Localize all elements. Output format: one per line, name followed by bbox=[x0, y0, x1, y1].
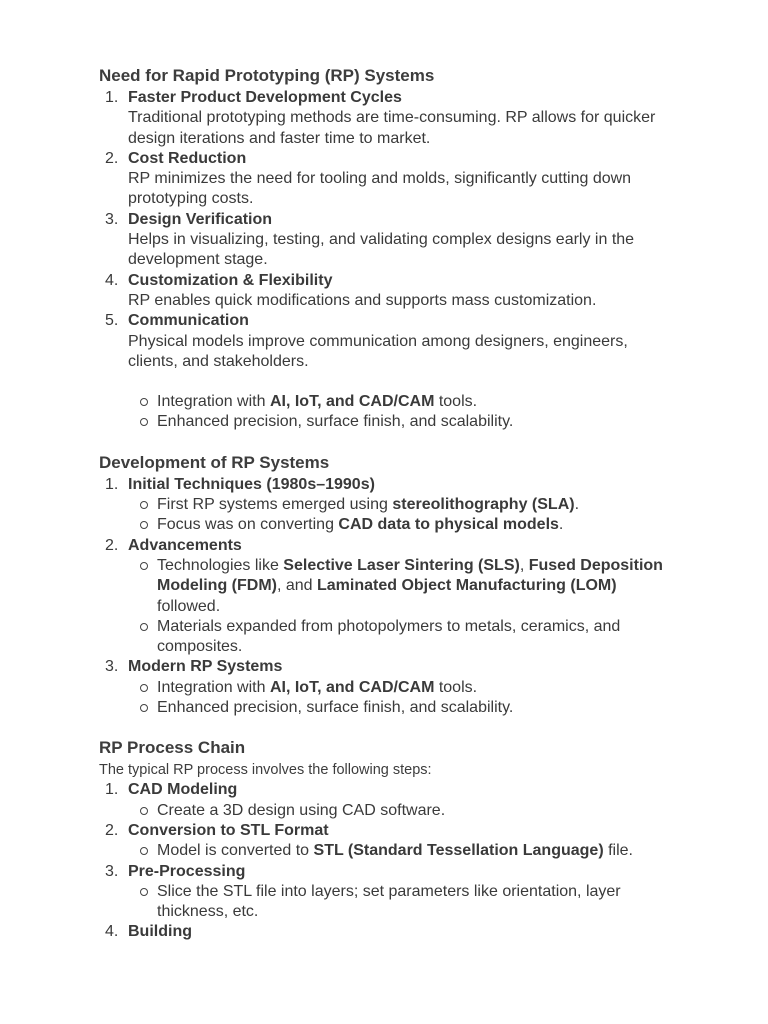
circle-bullet-icon bbox=[140, 623, 148, 631]
circle-bullet-icon bbox=[140, 847, 148, 855]
item-number: 2. bbox=[105, 536, 119, 554]
circle-bullet-icon bbox=[140, 398, 148, 406]
bullet-text: Model is converted to bbox=[157, 842, 314, 860]
item-number: 1. bbox=[105, 475, 119, 493]
sub-bullet-list bbox=[128, 801, 679, 821]
bullet-item bbox=[128, 556, 679, 617]
bullet-item bbox=[128, 698, 679, 718]
stray-bullet-list bbox=[99, 392, 679, 433]
list-item bbox=[99, 862, 679, 923]
bullet-item bbox=[99, 392, 679, 412]
item-number: 4. bbox=[105, 271, 119, 289]
blank-line bbox=[99, 372, 679, 392]
bullet-item bbox=[128, 617, 679, 658]
bullet-item bbox=[128, 841, 679, 861]
bullet-text: tools. bbox=[434, 678, 478, 696]
bullet-text: First RP systems emerged using bbox=[157, 496, 393, 514]
bullet-text: Technologies like bbox=[157, 556, 284, 574]
bullet-bold-text: Laminated Object Manufacturing (LOM) bbox=[317, 577, 617, 595]
list-item bbox=[99, 536, 679, 658]
section-heading-development: Development of RP Systems bbox=[99, 452, 330, 472]
item-description: Helps in visualizing, testing, and validating complex designs early in the development stage. bbox=[128, 231, 635, 269]
item-description: RP enables quick modifications and supports mass customization. bbox=[128, 291, 597, 309]
section-heading-need-for-rp: Need for Rapid Prototyping (RP) Systems bbox=[99, 66, 435, 85]
item-title: Conversion to STL Format bbox=[128, 821, 329, 839]
item-title: CAD Modeling bbox=[128, 781, 238, 799]
circle-bullet-icon bbox=[140, 888, 148, 896]
bullet-text: Focus was on converting bbox=[157, 516, 339, 534]
bullet-text: . bbox=[574, 496, 580, 514]
section-intro: The typical RP process involves the following steps: bbox=[99, 762, 432, 779]
item-number: 5. bbox=[105, 312, 119, 330]
bullet-item bbox=[128, 882, 679, 923]
need-for-rp-list bbox=[99, 88, 679, 372]
list-item bbox=[99, 210, 679, 271]
document-page bbox=[99, 64, 679, 943]
list-item bbox=[99, 311, 679, 372]
bullet-bold-text: AI, IoT, and CAD/CAM bbox=[269, 678, 435, 696]
item-number: 3. bbox=[105, 862, 119, 880]
bullet-item bbox=[128, 495, 679, 515]
bullet-text: Slice the STL file into layers; set parameters like orientation, layer thickness, etc. bbox=[157, 882, 621, 921]
item-title: Design Verification bbox=[128, 210, 273, 228]
circle-bullet-icon bbox=[140, 418, 148, 426]
bullet-text: file. bbox=[603, 842, 633, 860]
bullet-bold-text: Fused Deposition Modeling (FDM) bbox=[157, 556, 663, 595]
item-description: Physical models improve communication among designers, engineers, clients, and stakeholders. bbox=[128, 332, 628, 370]
bullet-bold-text: STL (Standard Tessellation Language) bbox=[313, 842, 604, 860]
circle-bullet-icon bbox=[140, 521, 148, 529]
bullet-bold-text: CAD data to physical models bbox=[338, 516, 559, 534]
list-item bbox=[99, 780, 679, 821]
bullet-item bbox=[128, 515, 679, 535]
item-title: Cost Reduction bbox=[128, 149, 247, 167]
item-title: Initial Techniques (1980s–1990s) bbox=[128, 475, 375, 493]
item-title: Advancements bbox=[128, 536, 242, 554]
item-title: Building bbox=[128, 923, 192, 941]
process-chain-list bbox=[99, 780, 679, 942]
item-title: Customization & Flexibility bbox=[128, 271, 333, 289]
bullet-text: Enhanced precision, surface finish, and scalability. bbox=[157, 699, 514, 717]
bullet-item bbox=[128, 678, 679, 698]
item-number: 1. bbox=[105, 89, 119, 106]
circle-bullet-icon bbox=[140, 704, 148, 712]
bullet-text: Materials expanded from photopolymers to metals, ceramics, and composites. bbox=[157, 617, 621, 656]
bullet-item bbox=[128, 801, 679, 821]
section-heading-process-chain: RP Process Chain bbox=[99, 738, 246, 758]
bullet-item bbox=[99, 412, 679, 432]
item-number: 3. bbox=[105, 658, 119, 676]
list-item bbox=[99, 821, 679, 862]
list-item bbox=[99, 271, 679, 312]
list-item bbox=[99, 922, 679, 942]
item-number: 2. bbox=[105, 821, 119, 839]
bullet-text: Create a 3D design using CAD software. bbox=[157, 801, 446, 819]
list-item bbox=[99, 88, 679, 149]
bullet-bold-text: AI, IoT, and CAD/CAM bbox=[269, 393, 435, 411]
list-item bbox=[99, 149, 679, 210]
item-title: Faster Product Development Cycles bbox=[128, 89, 402, 106]
list-item bbox=[99, 657, 679, 718]
bullet-text: Integration with bbox=[157, 678, 270, 696]
circle-bullet-icon bbox=[140, 562, 148, 570]
item-title: Communication bbox=[128, 312, 249, 330]
bullet-bold-text: stereolithography (SLA) bbox=[392, 496, 575, 514]
item-number: 2. bbox=[105, 149, 119, 167]
bullet-text: Integration with bbox=[157, 393, 270, 411]
item-description: RP minimizes the need for tooling and molds, significantly cutting down prototyping costs. bbox=[128, 170, 632, 208]
bullet-text: , and bbox=[276, 577, 317, 595]
item-title: Pre-Processing bbox=[128, 862, 246, 880]
list-item bbox=[99, 475, 679, 536]
bullet-text: followed. bbox=[157, 597, 221, 615]
item-number: 1. bbox=[105, 781, 119, 799]
bullet-text: Enhanced precision, surface finish, and scalability. bbox=[157, 413, 514, 431]
circle-bullet-icon bbox=[140, 684, 148, 692]
sub-bullet-list bbox=[128, 678, 679, 719]
sub-bullet-list bbox=[128, 556, 679, 657]
sub-bullet-list bbox=[128, 841, 679, 861]
sub-bullet-list bbox=[128, 495, 679, 536]
bullet-text: . bbox=[558, 516, 564, 534]
bullet-bold-text: Selective Laser Sintering (SLS) bbox=[283, 556, 520, 574]
bullet-text: , bbox=[519, 556, 529, 574]
circle-bullet-icon bbox=[140, 807, 148, 815]
item-number: 3. bbox=[105, 210, 119, 228]
item-title: Modern RP Systems bbox=[128, 658, 283, 676]
bullet-text: tools. bbox=[434, 393, 478, 411]
circle-bullet-icon bbox=[140, 501, 148, 509]
development-list bbox=[99, 475, 679, 719]
item-description: Traditional prototyping methods are time-consuming. RP allows for quicker design iterations and faster time to market. bbox=[128, 109, 656, 147]
sub-bullet-list bbox=[128, 882, 679, 923]
item-number: 4. bbox=[105, 923, 119, 941]
